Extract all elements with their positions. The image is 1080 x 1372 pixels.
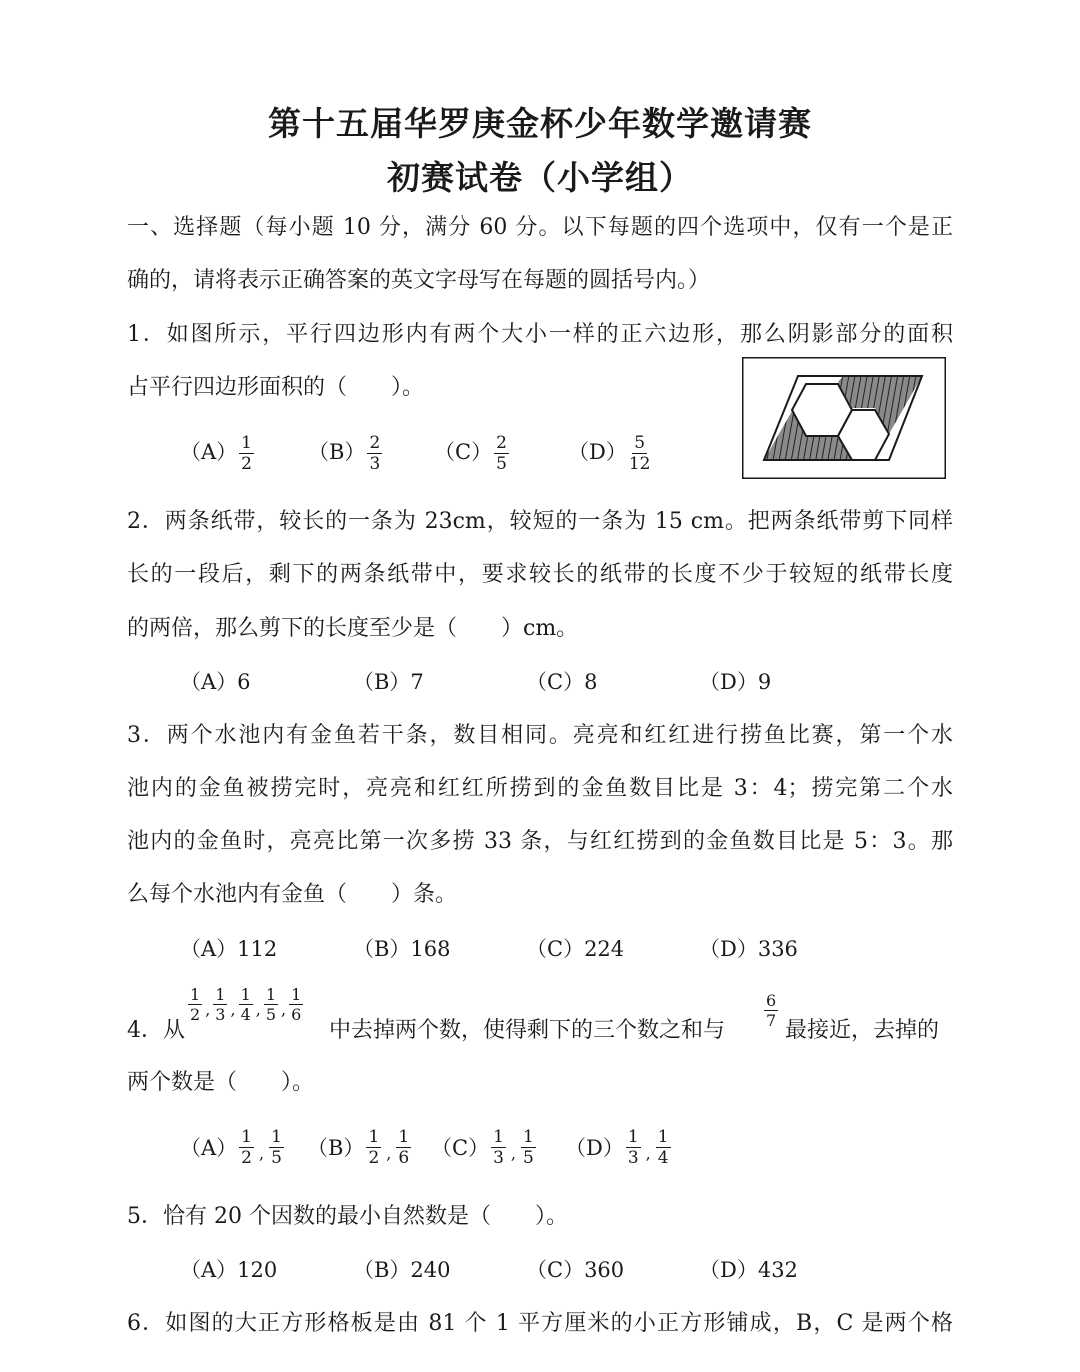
q3-text-line-2: 池内的金鱼被捞完时，亮亮和红红所捞到的金鱼数目比是 3：4；捞完第二个水 xyxy=(127,776,953,801)
fraction xyxy=(269,1128,284,1167)
q3-text-line-3: 池内的金鱼时，亮亮比第一次多捞 33 条，与红红捞到的金鱼数目比是 5：3。那 xyxy=(127,829,953,854)
fraction-numerator: 6 xyxy=(766,991,777,1010)
fraction-denominator: 2 xyxy=(241,1148,252,1168)
fraction-denominator: 5 xyxy=(265,1005,277,1024)
fraction xyxy=(239,1128,254,1167)
fraction-numerator: 1 xyxy=(657,1127,669,1147)
q4-middle-text: 中去掉两个数，使得剩下的三个数之和与 xyxy=(329,1018,726,1043)
q2-option-b: （B）7 xyxy=(353,670,424,694)
fraction xyxy=(239,986,253,1023)
fraction-numerator: 1 xyxy=(493,1127,504,1147)
option-label: （A） xyxy=(180,1135,238,1160)
option-label: （D） xyxy=(568,440,627,464)
fraction-denominator: 5 xyxy=(271,1148,282,1168)
fraction xyxy=(494,434,509,473)
exam-title: 第十五届华罗庚金杯少年数学邀请赛 xyxy=(268,104,812,143)
q5-option-d: （D）432 xyxy=(699,1258,798,1282)
q3-option-d: （D）336 xyxy=(699,937,798,961)
comma: , xyxy=(645,1143,651,1163)
fraction-denominator: 12 xyxy=(628,454,651,474)
section-intro-line-1: 一、选择题（每小题 10 分，满分 60 分。以下每题的四个选项中，仅有一个是正 xyxy=(127,215,953,240)
fraction xyxy=(764,992,778,1029)
fraction xyxy=(521,1128,536,1167)
option-label: （B） xyxy=(308,440,366,464)
q3-option-b: （B）168 xyxy=(353,937,451,961)
q1-option-a xyxy=(180,434,256,473)
fraction-numerator: 1 xyxy=(627,1127,639,1147)
fraction-numerator: 1 xyxy=(271,1127,282,1147)
q2-option-c: （C）8 xyxy=(526,670,598,694)
q5-option-b: （B）240 xyxy=(353,1258,451,1282)
q4-option-c xyxy=(431,1128,538,1167)
fraction xyxy=(396,1128,411,1167)
fraction-denominator: 4 xyxy=(240,1005,251,1024)
fraction-denominator: 7 xyxy=(766,1011,777,1030)
q4-fraction-list xyxy=(188,986,303,1023)
option-label: （A） xyxy=(180,440,238,464)
comma: , xyxy=(255,1000,261,1019)
q4-target-fraction xyxy=(764,992,778,1029)
fraction-denominator: 3 xyxy=(215,1005,226,1024)
q3-option-c: （C）224 xyxy=(526,937,625,961)
fraction-denominator: 6 xyxy=(398,1148,410,1168)
q3-text-line-4: 么每个水池内有金鱼（ ）条。 xyxy=(127,882,458,907)
q6-text-line-1: 6．如图的大正方形格板是由 81 个 1 平方厘米的小正方形铺成，B，C 是两个格 xyxy=(127,1311,953,1336)
q1-option-c xyxy=(434,434,511,473)
fraction-numerator: 1 xyxy=(523,1127,534,1147)
option-label: （D） xyxy=(565,1135,624,1160)
fraction-denominator: 2 xyxy=(190,1005,201,1024)
fraction-denominator: 2 xyxy=(368,1148,380,1168)
q2-option-a: （A）6 xyxy=(180,670,251,694)
fraction-numerator: 2 xyxy=(369,433,381,453)
fraction-numerator: 1 xyxy=(398,1127,410,1147)
fraction-numerator: 1 xyxy=(240,985,251,1004)
exam-subtitle: 初赛试卷（小学组） xyxy=(387,158,693,197)
q1-text-line-2: 占平行四边形面积的（ ）。 xyxy=(127,375,425,400)
fraction xyxy=(629,434,651,473)
comma: , xyxy=(205,1000,211,1019)
fraction-numerator: 5 xyxy=(634,433,646,453)
fraction xyxy=(366,1128,381,1167)
fraction xyxy=(367,434,382,473)
section-intro-line-2: 确的，请将表示正确答案的英文字母写在每题的圆括号内。） xyxy=(127,268,711,293)
q2-text-line-1: 2．两条纸带，较长的一条为 23cm，较短的一条为 15 cm。把两条纸带剪下同样 xyxy=(127,509,953,534)
fraction xyxy=(491,1128,506,1167)
fraction xyxy=(289,986,303,1023)
fraction xyxy=(213,986,227,1023)
q3-text-line-1: 3．两个水池内有金鱼若干条，数目相同。亮亮和红红进行捞鱼比赛，第一个水 xyxy=(127,723,953,748)
option-label: （B） xyxy=(307,1135,365,1160)
comma: , xyxy=(230,1000,236,1019)
fraction-numerator: 1 xyxy=(215,985,226,1004)
fraction-numerator: 1 xyxy=(291,985,302,1004)
q4-suffix: 最接近，去掉的 xyxy=(785,1018,940,1043)
q4-prefix: 4．从 xyxy=(127,1018,185,1043)
fraction-numerator: 1 xyxy=(241,433,252,453)
fraction-numerator: 1 xyxy=(190,985,201,1004)
option-label: （C） xyxy=(431,1135,490,1160)
comma: , xyxy=(386,1143,392,1163)
fraction-denominator: 4 xyxy=(657,1148,669,1168)
fraction-numerator: 1 xyxy=(368,1127,380,1147)
q5-option-a: （A）120 xyxy=(180,1258,278,1282)
fraction-numerator: 1 xyxy=(265,985,277,1004)
fraction-denominator: 2 xyxy=(241,454,252,474)
q3-option-a: （A）112 xyxy=(180,937,278,961)
fraction xyxy=(656,1128,671,1167)
fraction-denominator: 5 xyxy=(523,1148,534,1168)
fraction-denominator: 3 xyxy=(369,454,381,474)
fraction-denominator: 6 xyxy=(291,1005,302,1024)
comma: , xyxy=(510,1143,516,1163)
q5-option-c: （C）360 xyxy=(526,1258,625,1282)
fraction-denominator: 5 xyxy=(496,454,507,474)
fraction-numerator: 1 xyxy=(241,1127,252,1147)
option-label: （C） xyxy=(434,440,493,464)
q2-text-line-2: 长的一段后，剩下的两条纸带中，要求较长的纸带的长度不少于较短的纸带长度 xyxy=(127,562,953,587)
q2-text-line-3: 的两倍，那么剪下的长度至少是（ ）cm。 xyxy=(127,616,579,641)
q5-text-line-1: 5．恰有 20 个因数的最小自然数是（ ）。 xyxy=(127,1204,568,1229)
q4-text-line-2: 两个数是（ ）。 xyxy=(127,1070,315,1095)
q1-option-d xyxy=(568,434,652,473)
fraction-denominator: 3 xyxy=(493,1148,504,1168)
parallelogram-hexagon-figure xyxy=(742,357,946,479)
comma: , xyxy=(259,1143,265,1163)
q4-option-b xyxy=(307,1128,413,1167)
fraction-denominator: 3 xyxy=(627,1148,639,1168)
fraction-numerator: 2 xyxy=(496,433,507,453)
q1-option-b xyxy=(308,434,384,473)
q2-option-d: （D）9 xyxy=(699,670,772,694)
q1-text-line-1: 1．如图所示，平行四边形内有两个大小一样的正六边形，那么阴影部分的面积 xyxy=(127,322,953,347)
fraction xyxy=(626,1128,641,1167)
fraction xyxy=(188,986,202,1023)
q4-option-a xyxy=(180,1128,286,1167)
comma: , xyxy=(281,1000,287,1019)
q4-option-d xyxy=(565,1128,673,1167)
fraction xyxy=(239,434,254,473)
fraction xyxy=(264,986,278,1023)
